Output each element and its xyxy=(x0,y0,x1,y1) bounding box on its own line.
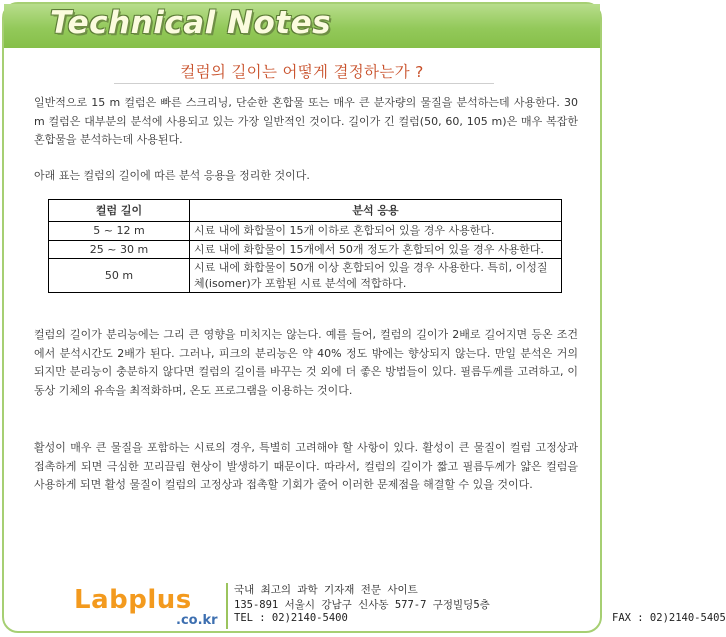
article-heading: 컬럼의 길이는 어떻게 결정하는가 ? xyxy=(180,63,424,81)
table-row xyxy=(49,222,562,241)
cell-application: 시료 내에 화합물이 50개 이상 혼합되어 있을 경우 사용한다. 특히, 이성질체(isomer)가 포함된 시료 분석에 적합하다. xyxy=(190,259,562,293)
cell-length: 5 ~ 12 m xyxy=(49,222,190,241)
heading-divider xyxy=(114,83,494,84)
table-intro: 아래 표는 컬럼의 길이에 따른 분석 응용을 정리한 것이다. xyxy=(34,169,310,182)
labplus-logo[interactable]: Labplus xyxy=(74,585,192,615)
footer-fax: FAX : 02)2140-5405 xyxy=(612,612,726,624)
cell-length: 25 ~ 30 m xyxy=(49,240,190,259)
header-application: 분석 응용 xyxy=(190,200,562,222)
logo-domain: .co.kr xyxy=(176,613,218,628)
footer-address: 135-891 서울시 강남구 신사동 577-7 구정빌딩5층 xyxy=(234,599,490,611)
resolution-paragraph: 컬럼의 길이가 분리능에는 그리 큰 영향을 미치지는 않는다. 예를 들어, 컬럼의 길이가 2배로 길어지면 등온 조건에서 분석시간도 2배가 된다. 그러나, 피크의 분리능은 약 40% 정도 밖에는 향상되지 않는다. 만일 분석은 거의 되지만 분리능이 충분하지 않다면 컬럼의 길이를 바꾸는 것 외에 더 좋은 방법들이 있다. 필름두께를 고려하고, 이동상 기체의 유속을 최적화하며, 온도 프로그램을 이용하는 것이다. xyxy=(34,328,578,397)
table-row xyxy=(49,240,562,259)
active-compounds-paragraph: 활성이 매우 큰 물질을 포함하는 시료의 경우, 특별히 고려해야 할 사항이 있다. 활성이 큰 물질이 컬럼 고정상과 접촉하게 되면 극심한 꼬리끌림 현상이 발생하기 때문이다. 따라서, 컬럼의 길이가 짧고 필름두께가 얇은 컬럼을 사용하게 되면 활성 물질이 컬럼의 고정상과 접촉할 기회가 줄어 이러한 문제점을 해결할 수 있을 것이다. xyxy=(34,441,578,491)
table-header-row xyxy=(49,200,562,222)
cell-application: 시료 내에 화합물이 15개에서 50개 정도가 혼합되어 있을 경우 사용한다. xyxy=(190,240,562,259)
footer-tel: TEL : 02)2140-5400 xyxy=(234,612,348,624)
footer-tagline: 국내 최고의 과학 기자재 전문 사이트 xyxy=(234,584,418,596)
cell-length: 50 m xyxy=(49,259,190,293)
banner-title: Technical Notes xyxy=(50,5,332,41)
header-column-length: 컬럼 길이 xyxy=(49,200,190,222)
table-row xyxy=(49,259,562,293)
footer-contact xyxy=(234,612,726,624)
technical-notes-panel xyxy=(2,2,726,633)
footer-divider xyxy=(226,583,228,629)
column-length-table xyxy=(48,199,562,293)
footer xyxy=(4,579,726,635)
intro-paragraph: 일반적으로 15 m 컬럼은 빠른 스크리닝, 단순한 혼합물 또는 매우 큰 분자량의 물질을 분석하는데 사용한다. 30 m 컬럼은 대부분의 분석에 사용되고 있는 가장 일반적인 것이다. 길이가 긴 컬럼(50, 60, 105 m)은 매우 복잡한 혼합물을 분석하는데 사용된다. xyxy=(34,96,578,146)
cell-application: 시료 내에 화합물이 15개 이하로 혼합되어 있을 경우 사용한다. xyxy=(190,222,562,241)
banner xyxy=(4,4,600,48)
